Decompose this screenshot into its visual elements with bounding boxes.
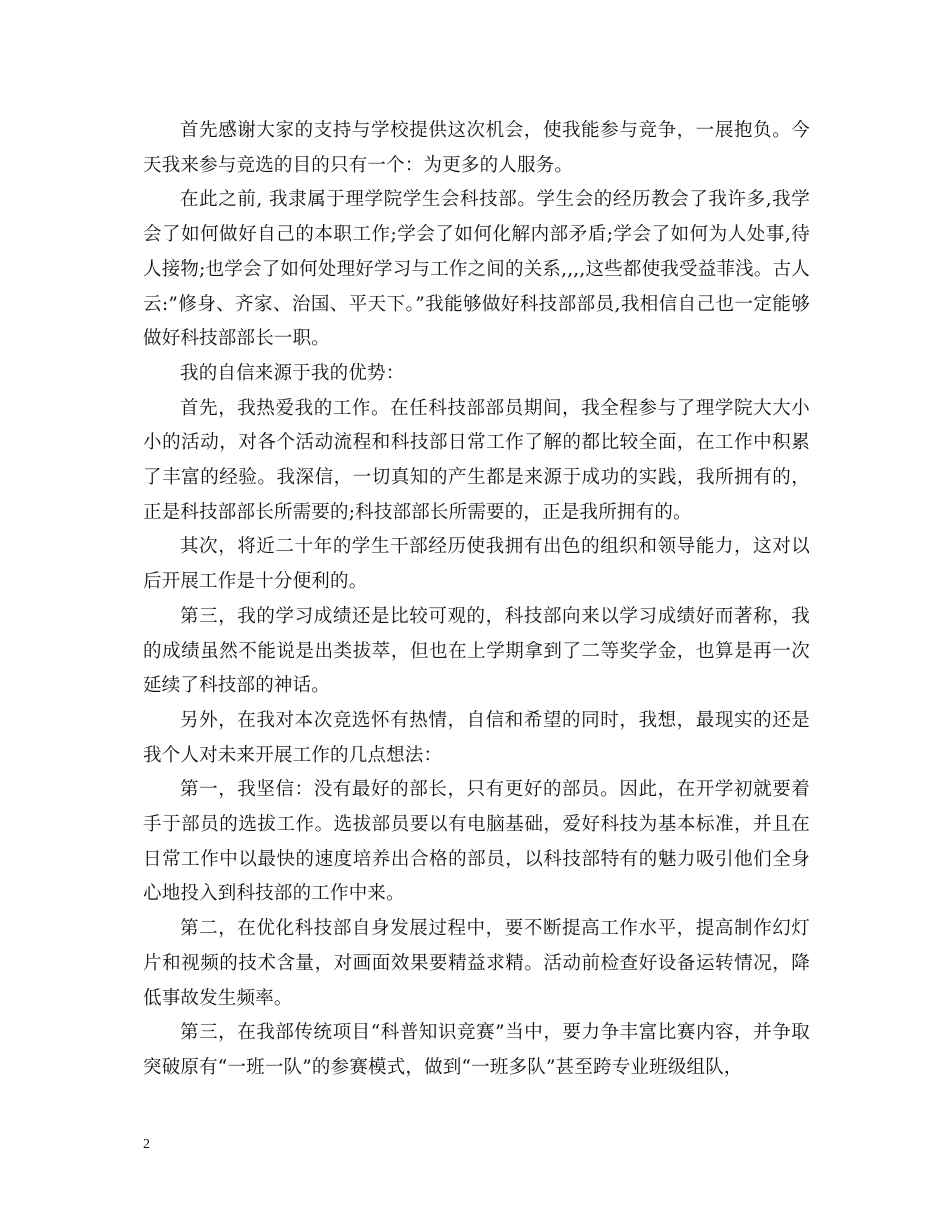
paragraph-3: 我的自信来源于我的优势：	[180, 362, 405, 384]
paragraph-6: 第三，我的学习成绩还是比较可观的，科技部向来以学习成绩好而著称，我的成绩虽然不能说是出类拔萃，但也在上学期拿到了二等奖学金，也算是再一次延续了科技部的神话。	[143, 605, 810, 697]
page-number: 2	[143, 1137, 150, 1152]
paragraph-4: 首先，我热爱我的工作。在任科技部部员期间，我全程参与了理学院大大小小的活动，对各个活动流程和科技部日常工作了解的都比较全面，在工作中积累了丰富的经验。我深信，一切真知的产生都是来源于成功的实践，我所拥有的，正是科技部部长所需要的;科技部部长所需要的，正是我所拥有的。	[143, 397, 810, 523]
paragraph-5: 其次，将近二十年的学生干部经历使我拥有出色的组织和领导能力，这对以后开展工作是十分便利的。	[143, 536, 810, 593]
document-body	[143, 114, 810, 1086]
paragraph-2: 在此之前, 我隶属于理学院学生会科技部。学生会的经历教会了我许多,我学会了如何做好自己的本职工作;学会了如何化解内部矛盾;学会了如何为人处事,待人接物;也学会了如何处理好学习与工作之间的关系,,,,这些都使我受益菲浅。古人云:”修身、齐家、治国、平天下。”我能够做好科技部部员,我相信自己也一定能够做好科技部部长一职。	[143, 189, 810, 350]
paragraph-1: 首先感谢大家的支持与学校提供这次机会，使我能参与竞争，一展抱负。今天我来参与竞选的目的只有一个：为更多的人服务。	[143, 120, 810, 176]
paragraph-7: 另外，在我对本次竞选怀有热情，自信和希望的同时，我想，最现实的还是我个人对未来开展工作的几点想法：	[143, 709, 810, 766]
paragraph-10: 第三，在我部传统项目“科普知识竞赛”当中，要力争丰富比赛内容，并争取突破原有“一班一队”的参赛模式，做到“一班多队”甚至跨专业班级组队，	[143, 1022, 810, 1078]
paragraph-8: 第一，我坚信：没有最好的部长，只有更好的部员。因此，在开学初就要着手于部员的选拔工作。选拔部员要以有电脑基础，爱好科技为基本标准，并且在日常工作中以最快的速度培养出合格的部员，以科技部特有的魅力吸引他们全身心地投入到科技部的工作中来。	[143, 779, 810, 905]
paragraph-9: 第二，在优化科技部自身发展过程中，要不断提高工作水平，提高制作幻灯片和视频的技术含量，对画面效果要精益求精。活动前检查好设备运转情况，降低事故发生频率。	[143, 918, 810, 1009]
